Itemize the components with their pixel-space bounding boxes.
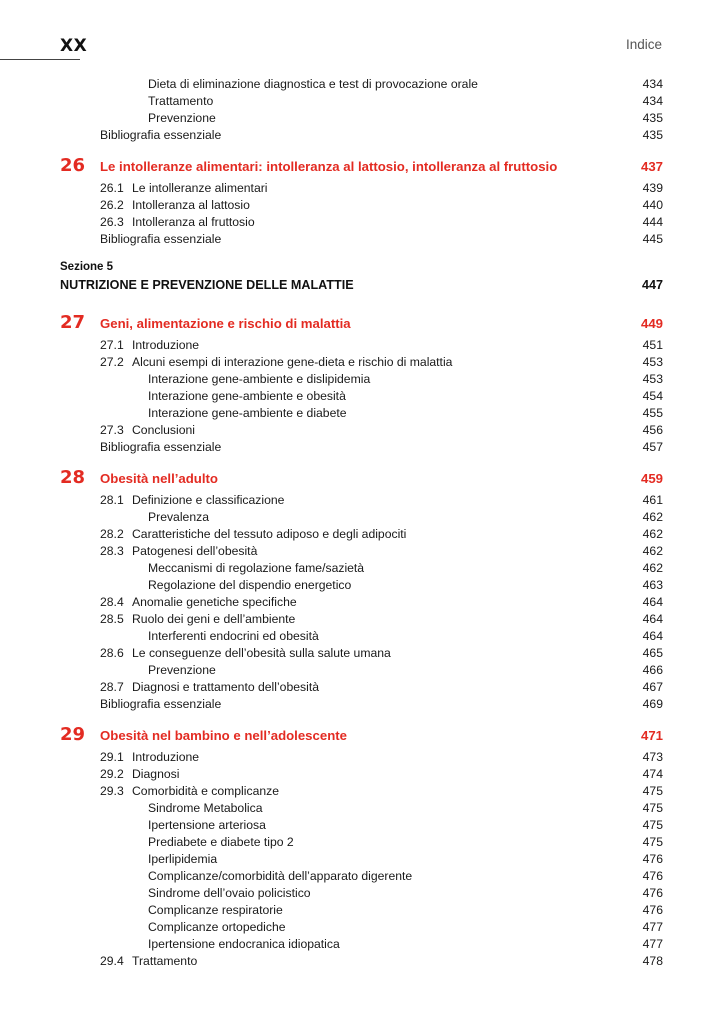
entry-page-number: 464 bbox=[642, 595, 663, 609]
entry-title: Regolazione del dispendio energetico bbox=[148, 578, 352, 592]
entry-title: Interferenti endocrini ed obesità bbox=[148, 629, 319, 643]
entry-title: Sindrome Metabolica bbox=[148, 801, 263, 815]
chapter-page-number: 459 bbox=[640, 471, 663, 486]
chapter-heading[interactable] bbox=[0, 157, 723, 180]
entry-number: 28.3 bbox=[100, 544, 124, 558]
entry-title: Prevenzione bbox=[148, 111, 216, 125]
entry-page-number: 440 bbox=[642, 198, 663, 212]
toc-subentry[interactable] bbox=[0, 509, 723, 526]
entry-title: Bibliografia essenziale bbox=[100, 440, 222, 454]
entry-number: 28.4 bbox=[100, 595, 124, 609]
section-heading[interactable] bbox=[0, 261, 723, 301]
entry-number: 26.2 bbox=[100, 198, 124, 212]
entry-title: Intolleranza al lattosio bbox=[132, 198, 250, 212]
entry-title: Introduzione bbox=[132, 750, 200, 764]
entry-title: Conclusioni bbox=[132, 423, 196, 437]
entry-page-number: 453 bbox=[642, 372, 663, 386]
entry-page-number: 444 bbox=[642, 215, 663, 229]
toc-subentry[interactable] bbox=[0, 800, 723, 817]
entry-page-number: 435 bbox=[642, 128, 663, 142]
chapter-number: 29 bbox=[60, 724, 86, 745]
entry-number: 29.3 bbox=[100, 784, 124, 798]
entry-title: Comorbidità e complicanze bbox=[132, 784, 279, 798]
chapter-number: 28 bbox=[60, 467, 86, 488]
toc-subentry[interactable] bbox=[0, 868, 723, 885]
toc-subentry[interactable] bbox=[0, 817, 723, 834]
section-label: Sezione 5 bbox=[60, 261, 114, 273]
entry-page-number: 445 bbox=[642, 232, 663, 246]
entry-title: Interazione gene-ambiente e obesità bbox=[148, 389, 346, 403]
entry-page-number: 473 bbox=[642, 750, 663, 764]
entry-number: 27.2 bbox=[100, 355, 124, 369]
entry-title: Interazione gene-ambiente e diabete bbox=[148, 406, 347, 420]
entry-number: 26.1 bbox=[100, 181, 124, 195]
toc-subentry[interactable] bbox=[0, 662, 723, 679]
chapter-title: Obesità nell’adulto bbox=[100, 471, 218, 486]
entry-page-number: 434 bbox=[642, 77, 663, 91]
entry-number: 27.1 bbox=[100, 338, 124, 352]
entry-title: Ipertensione arteriosa bbox=[148, 818, 266, 832]
entry-title: Iperlipidemia bbox=[148, 852, 218, 866]
entry-page-number: 462 bbox=[642, 510, 663, 524]
chapter-title: Geni, alimentazione e rischio di malattia bbox=[100, 316, 351, 331]
entry-number: 26.3 bbox=[100, 215, 124, 229]
entry-page-number: 475 bbox=[642, 801, 663, 815]
entry-title: Ipertensione endocranica idiopatica bbox=[148, 937, 340, 951]
toc-subentry[interactable] bbox=[0, 93, 723, 110]
entry-page-number: 454 bbox=[642, 389, 663, 403]
entry-title: Prevalenza bbox=[148, 510, 209, 524]
toc-entry[interactable] bbox=[0, 953, 723, 970]
toc-subentry[interactable] bbox=[0, 834, 723, 851]
entry-title: Bibliografia essenziale bbox=[100, 232, 222, 246]
entry-title: Trattamento bbox=[132, 954, 198, 968]
entry-page-number: 476 bbox=[642, 886, 663, 900]
toc-entry[interactable] bbox=[0, 783, 723, 800]
page-number: XX bbox=[60, 36, 88, 56]
entry-title: Diagnosi bbox=[132, 767, 180, 781]
toc-subentry[interactable] bbox=[0, 110, 723, 127]
toc-entry[interactable] bbox=[0, 492, 723, 509]
entry-title: Complicanze ortopediche bbox=[148, 920, 286, 934]
entry-number: 28.1 bbox=[100, 493, 124, 507]
toc-bibliography-entry[interactable] bbox=[0, 439, 723, 456]
entry-number: 28.2 bbox=[100, 527, 124, 541]
entry-page-number: 462 bbox=[642, 544, 663, 558]
entry-page-number: 455 bbox=[642, 406, 663, 420]
toc-subentry[interactable] bbox=[0, 560, 723, 577]
entry-title: Alcuni esempi di interazione gene-dieta e rischio di malattia bbox=[132, 355, 453, 369]
toc-entry[interactable] bbox=[0, 543, 723, 560]
entry-title: Prevenzione bbox=[148, 663, 216, 677]
entry-page-number: 477 bbox=[642, 937, 663, 951]
entry-page-number: 475 bbox=[642, 818, 663, 832]
entry-page-number: 439 bbox=[642, 181, 663, 195]
entry-page-number: 476 bbox=[642, 852, 663, 866]
entry-page-number: 465 bbox=[642, 646, 663, 660]
entry-title: Bibliografia essenziale bbox=[100, 697, 222, 711]
running-title: Indice bbox=[625, 37, 662, 52]
entry-page-number: 464 bbox=[642, 629, 663, 643]
toc-entry[interactable] bbox=[0, 214, 723, 231]
toc-entry[interactable] bbox=[0, 611, 723, 628]
toc-entry[interactable] bbox=[0, 526, 723, 543]
entry-title: Ruolo dei geni e dell’ambiente bbox=[132, 612, 296, 626]
entry-title: Anomalie genetiche specifiche bbox=[132, 595, 297, 609]
entry-title: Definizione e classificazione bbox=[132, 493, 285, 507]
entry-page-number: 464 bbox=[642, 612, 663, 626]
entry-page-number: 467 bbox=[642, 680, 663, 694]
toc-subentry[interactable] bbox=[0, 919, 723, 936]
toc-subentry[interactable] bbox=[0, 851, 723, 868]
entry-number: 28.6 bbox=[100, 646, 124, 660]
entry-title: Complicanze/comorbidità dell’apparato digerente bbox=[148, 869, 413, 883]
entry-number: 29.1 bbox=[100, 750, 124, 764]
entry-number: 29.4 bbox=[100, 954, 124, 968]
entry-page-number: 466 bbox=[642, 663, 663, 677]
entry-page-number: 469 bbox=[642, 697, 663, 711]
entry-title: Prediabete e diabete tipo 2 bbox=[148, 835, 294, 849]
toc-subentry[interactable] bbox=[0, 405, 723, 422]
chapter-heading[interactable] bbox=[0, 726, 723, 749]
entry-page-number: 463 bbox=[642, 578, 663, 592]
chapter-heading[interactable] bbox=[0, 314, 723, 337]
toc-entry[interactable] bbox=[0, 594, 723, 611]
entry-title: Le conseguenze dell’obesità sulla salute umana bbox=[132, 646, 391, 660]
entry-page-number: 462 bbox=[642, 527, 663, 541]
entry-title: Meccanismi di regolazione fame/sazietà bbox=[148, 561, 365, 575]
chapter-number: 26 bbox=[60, 155, 86, 176]
toc-subentry[interactable] bbox=[0, 388, 723, 405]
entry-title: Diagnosi e trattamento dell’obesità bbox=[132, 680, 319, 694]
entry-title: Intolleranza al fruttosio bbox=[132, 215, 255, 229]
toc-entry[interactable] bbox=[0, 766, 723, 783]
toc-subentry[interactable] bbox=[0, 902, 723, 919]
section-page-number: 447 bbox=[641, 278, 663, 292]
toc-subentry[interactable] bbox=[0, 76, 723, 93]
toc-subentry[interactable] bbox=[0, 936, 723, 953]
entry-title: Interazione gene-ambiente e dislipidemia bbox=[148, 372, 371, 386]
section-title: NUTRIZIONE E PREVENZIONE DELLE MALATTIE bbox=[60, 278, 354, 292]
entry-page-number: 474 bbox=[642, 767, 663, 781]
entry-page-number: 457 bbox=[642, 440, 663, 454]
entry-title: Patogenesi dell’obesità bbox=[132, 544, 258, 558]
entry-number: 28.5 bbox=[100, 612, 124, 626]
entry-title: Caratteristiche del tessuto adiposo e degli adipociti bbox=[132, 527, 407, 541]
entry-page-number: 456 bbox=[642, 423, 663, 437]
entry-page-number: 435 bbox=[642, 111, 663, 125]
toc-bibliography-entry[interactable] bbox=[0, 696, 723, 713]
toc-entry[interactable] bbox=[0, 645, 723, 662]
chapter-number: 27 bbox=[60, 312, 86, 333]
chapter-page-number: 471 bbox=[640, 728, 663, 743]
entry-page-number: 451 bbox=[642, 338, 663, 352]
entry-number: 29.2 bbox=[100, 767, 124, 781]
toc-entry[interactable] bbox=[0, 197, 723, 214]
entry-page-number: 461 bbox=[642, 493, 663, 507]
entry-title: Introduzione bbox=[132, 338, 200, 352]
entry-page-number: 476 bbox=[642, 903, 663, 917]
entry-title: Bibliografia essenziale bbox=[100, 128, 222, 142]
entry-page-number: 475 bbox=[642, 835, 663, 849]
chapter-page-number: 437 bbox=[640, 159, 663, 174]
entry-title: Complicanze respiratorie bbox=[148, 903, 283, 917]
entry-title: Dieta di eliminazione diagnostica e test di provocazione orale bbox=[148, 77, 478, 91]
entry-title: Sindrome dell’ovaio policistico bbox=[148, 886, 311, 900]
toc-entry[interactable] bbox=[0, 422, 723, 439]
entry-page-number: 477 bbox=[642, 920, 663, 934]
entry-page-number: 478 bbox=[642, 954, 663, 968]
entry-number: 27.3 bbox=[100, 423, 124, 437]
toc-subentry[interactable] bbox=[0, 577, 723, 594]
toc-bibliography-entry[interactable] bbox=[0, 231, 723, 248]
entry-number: 28.7 bbox=[100, 680, 124, 694]
entry-title: Trattamento bbox=[148, 94, 214, 108]
toc-entry[interactable] bbox=[0, 749, 723, 766]
chapter-title: Obesità nel bambino e nell’adolescente bbox=[100, 728, 347, 743]
chapter-heading[interactable] bbox=[0, 469, 723, 492]
entry-page-number: 475 bbox=[642, 784, 663, 798]
table-of-contents bbox=[0, 76, 723, 970]
toc-subentry[interactable] bbox=[0, 628, 723, 645]
page-header bbox=[0, 0, 723, 60]
entry-page-number: 453 bbox=[642, 355, 663, 369]
toc-subentry[interactable] bbox=[0, 371, 723, 388]
entry-page-number: 434 bbox=[642, 94, 663, 108]
entry-title: Le intolleranze alimentari bbox=[132, 181, 268, 195]
entry-page-number: 462 bbox=[642, 561, 663, 575]
header-rule bbox=[0, 59, 80, 60]
chapter-title: Le intolleranze alimentari: intolleranza al lattosio, intolleranza al fruttosio bbox=[100, 159, 558, 174]
toc-entry[interactable] bbox=[0, 180, 723, 197]
toc-bibliography-entry[interactable] bbox=[0, 127, 723, 144]
chapter-page-number: 449 bbox=[640, 316, 663, 331]
entry-page-number: 476 bbox=[642, 869, 663, 883]
toc-entry[interactable] bbox=[0, 679, 723, 696]
toc-entry[interactable] bbox=[0, 354, 723, 371]
toc-subentry[interactable] bbox=[0, 885, 723, 902]
toc-entry[interactable] bbox=[0, 337, 723, 354]
